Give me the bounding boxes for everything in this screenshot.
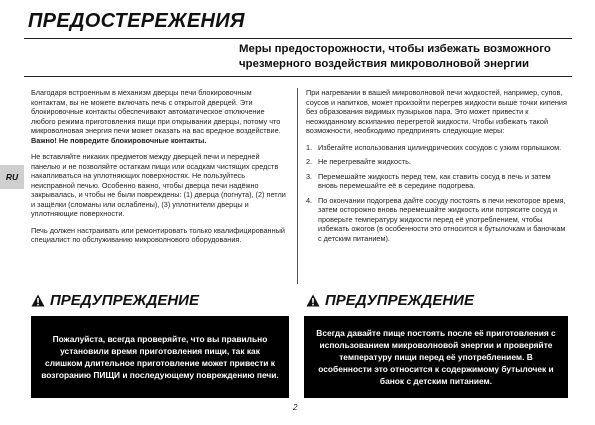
interlock-warning: Важно! Не повредите блокировочные контакты. bbox=[31, 135, 207, 145]
subtitle-line-2: чрезмерного воздействия микроволновой энергии bbox=[239, 58, 530, 70]
interlock-text: Благодаря встроенным в механизм дверцы печи блокировочным контактам, вы не можете включать печь с открытой дверцей. Эти блокировочные контакты обеспечивают автоматическое отключение любого режима приготовления пищи при открывании дверцы, потому что микроволновая энергия печи может оказать на вас вредное воздействие. bbox=[31, 88, 281, 135]
list-item-text: Не перегревайте жидкость. bbox=[318, 157, 411, 166]
list-item bbox=[306, 172, 568, 191]
right-warning-box bbox=[304, 316, 568, 398]
warning-triangle-icon bbox=[306, 294, 320, 307]
right-column bbox=[306, 88, 568, 248]
language-tab: RU bbox=[0, 165, 24, 189]
door-paragraph: Не вставляйте никаких предметов между дверцей печи и передней панелью и не позволяйте остаткам пищи или осадкам чистящих средств накапливаться на уплотняющих поверхностях. Не пользуйтесь неисправной печью. Особенно важно, чтобы дверца печи надёжно закрывалась, и чтобы не были повреждены: (1) дверца (погнута), (2) петли и защёлки (сломаны или ослаблены), (3) уплотнители дверцы и уплотняющие поверхности. bbox=[31, 152, 286, 218]
list-item-text: Избегайте использования цилиндрических сосудов с узким горлышком. bbox=[318, 142, 562, 152]
subtitle-line-1: Меры предосторожности, чтобы избежать возможного bbox=[239, 43, 551, 55]
warning-triangle-icon bbox=[31, 294, 45, 307]
page-subtitle bbox=[239, 42, 559, 72]
left-warning-title: ПРЕДУПРЕЖДЕНИЕ bbox=[50, 292, 199, 309]
precaution-list bbox=[306, 143, 568, 244]
left-warning-text: Пожалуйста, всегда проверяйте, что вы правильно установили время приготовления пищи, так как слишком длительное приготовление может привести к возгоранию ПИЩИ и последующему повреждению печи. bbox=[41, 334, 279, 380]
header-top-rule bbox=[24, 38, 572, 39]
right-warning-header bbox=[306, 292, 474, 309]
list-item bbox=[306, 143, 568, 153]
list-item-number: 3. bbox=[306, 171, 313, 181]
list-item-text: Перемешайте жидкость перед тем, как ставить сосуд в печь и затем вновь перемешайте её в середине подогрева. bbox=[318, 171, 551, 190]
left-warning-box bbox=[31, 316, 289, 398]
list-item-number: 1. bbox=[306, 142, 313, 152]
list-item-text: По окончании подогрева дайте сосуду постоять в печи некоторое время, затем осторожно вновь перемешайте жидкость или потрясите сосуд и проверьте температуру жидкости перед её употреблением, чтобы избежать ожогов (в особенности это относится к бутылочкам и баночкам с детским питанием). bbox=[318, 195, 566, 243]
list-item-number: 4. bbox=[306, 195, 313, 205]
liquid-intro: При нагревании в вашей микроволновой печи жидкостей, например, супов, соусов и напитков, может произойти перегрев жидкости выше точки кипения без образования видимых пузырьков пара. Это может привести к неожиданному вскипанию перегретой жидкости. Чтобы избежать такой возможности, необходимо предпринять следующие меры: bbox=[306, 88, 567, 135]
left-warning-header bbox=[31, 292, 199, 309]
page-number: 2 bbox=[293, 403, 298, 412]
left-column bbox=[31, 88, 289, 252]
list-item bbox=[306, 157, 568, 167]
column-divider bbox=[297, 88, 298, 284]
interlock-paragraph bbox=[31, 88, 289, 145]
header-bottom-rule bbox=[24, 76, 572, 77]
list-item bbox=[306, 196, 568, 244]
right-warning-title: ПРЕДУПРЕЖДЕНИЕ bbox=[325, 292, 474, 309]
right-warning-text: Всегда давайте пище постоять после её приготовления с использованием микроволновой энергии и проверяйте температуру пищи перед её употреблением. В особенности это относится к содержимому бутылочек и банок с детским питанием. bbox=[316, 328, 556, 386]
service-paragraph: Печь должен настраивать или ремонтировать только квалифицированный специалист по обслуживанию микроволнового оборудования. bbox=[31, 225, 285, 244]
list-item-number: 2. bbox=[306, 157, 313, 166]
page-title: ПРЕДОСТЕРЕЖЕНИЯ bbox=[28, 10, 245, 32]
